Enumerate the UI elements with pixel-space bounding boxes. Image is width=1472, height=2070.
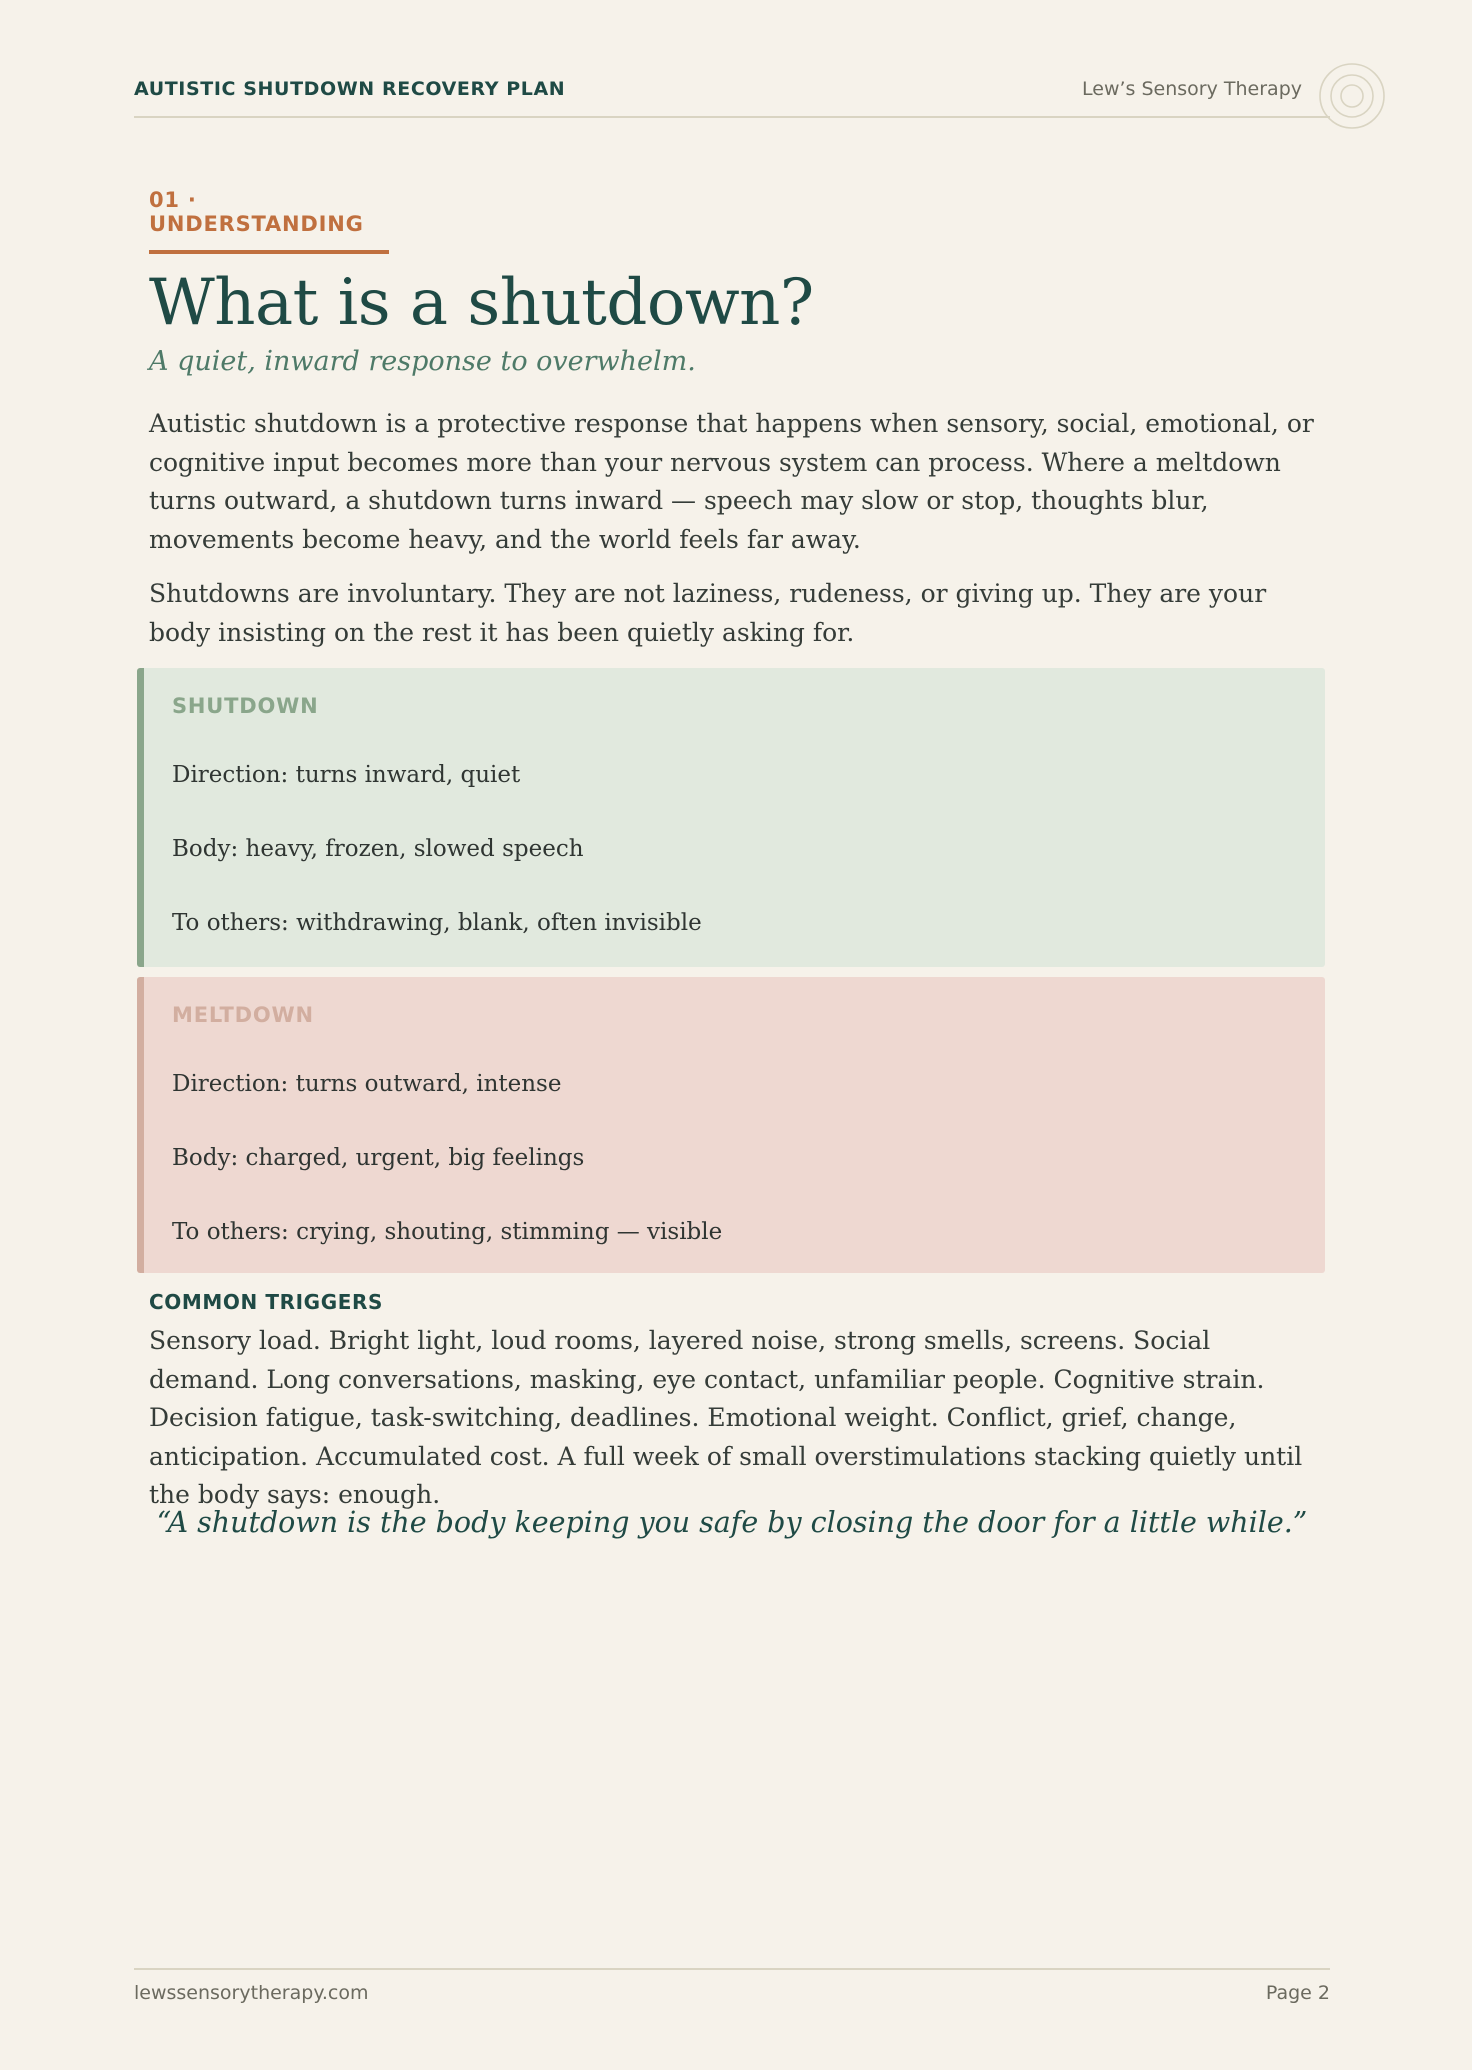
- footer-website: lewssensorytherapy.com: [134, 1982, 369, 2004]
- page-footer: [134, 1968, 1330, 2004]
- triggers-section: [149, 1290, 1325, 1515]
- pull-quote: “A shutdown is the body keeping you safe by closing the door for a little while.”: [156, 1506, 1308, 1539]
- triggers-body: Sensory load. Bright light, loud rooms, layered noise, strong smells, screens. Social demand. Long conversations, masking, eye contact, unfamiliar people. Cognitive strain. Decision fatigue, task-switching, deadlines. Emotional weight. Conflict, grief, change, anticipation. Accumulated cost. A full week of small overstimulations stacking quietly until the body says: enough.: [149, 1326, 1303, 1509]
- page-header: [134, 76, 1330, 118]
- card-line: Direction: turns inward, quiet: [172, 762, 521, 788]
- card-line: To others: withdrawing, blank, often invisible: [172, 910, 702, 936]
- card-line: Direction: turns outward, intense: [172, 1071, 562, 1097]
- card-line: To others: crying, shouting, stimming — visible: [172, 1219, 723, 1245]
- page-subtitle: A quiet, inward response to overwhelm.: [149, 346, 696, 378]
- concentric-circles-icon: [1318, 62, 1386, 130]
- card-title: MELTDOWN: [172, 1003, 314, 1027]
- intro-section: [149, 188, 1325, 652]
- page-number: Page 2: [1265, 1982, 1330, 2004]
- section-eyebrow: 01 · UNDERSTANDING: [149, 188, 389, 254]
- page-title: What is a shutdown?: [149, 266, 814, 340]
- shutdown-card: [137, 668, 1325, 967]
- brand-name: Lew’s Sensory Therapy: [1082, 78, 1302, 100]
- card-line: Body: charged, urgent, big feelings: [172, 1145, 585, 1171]
- meltdown-card: [137, 977, 1325, 1273]
- intro-paragraph: Shutdowns are involuntary. They are not laziness, rudeness, or giving up. They are your body insisting on the rest it has been quietly asking for.: [149, 579, 1267, 647]
- intro-paragraph: Autistic shutdown is a protective response that happens when sensory, social, emotional, or cognitive input becomes more than your nervous system can process. Where a meltdown turns outward, a shutdown turns inward — speech may slow or stop, thoughts blur, movements become heavy, and the world feels far away.: [149, 409, 1314, 554]
- triggers-heading: COMMON TRIGGERS: [149, 1290, 383, 1314]
- document-title: AUTISTIC SHUTDOWN RECOVERY PLAN: [134, 78, 566, 100]
- card-title: SHUTDOWN: [172, 694, 319, 718]
- card-line: Body: heavy, frozen, slowed speech: [172, 836, 584, 862]
